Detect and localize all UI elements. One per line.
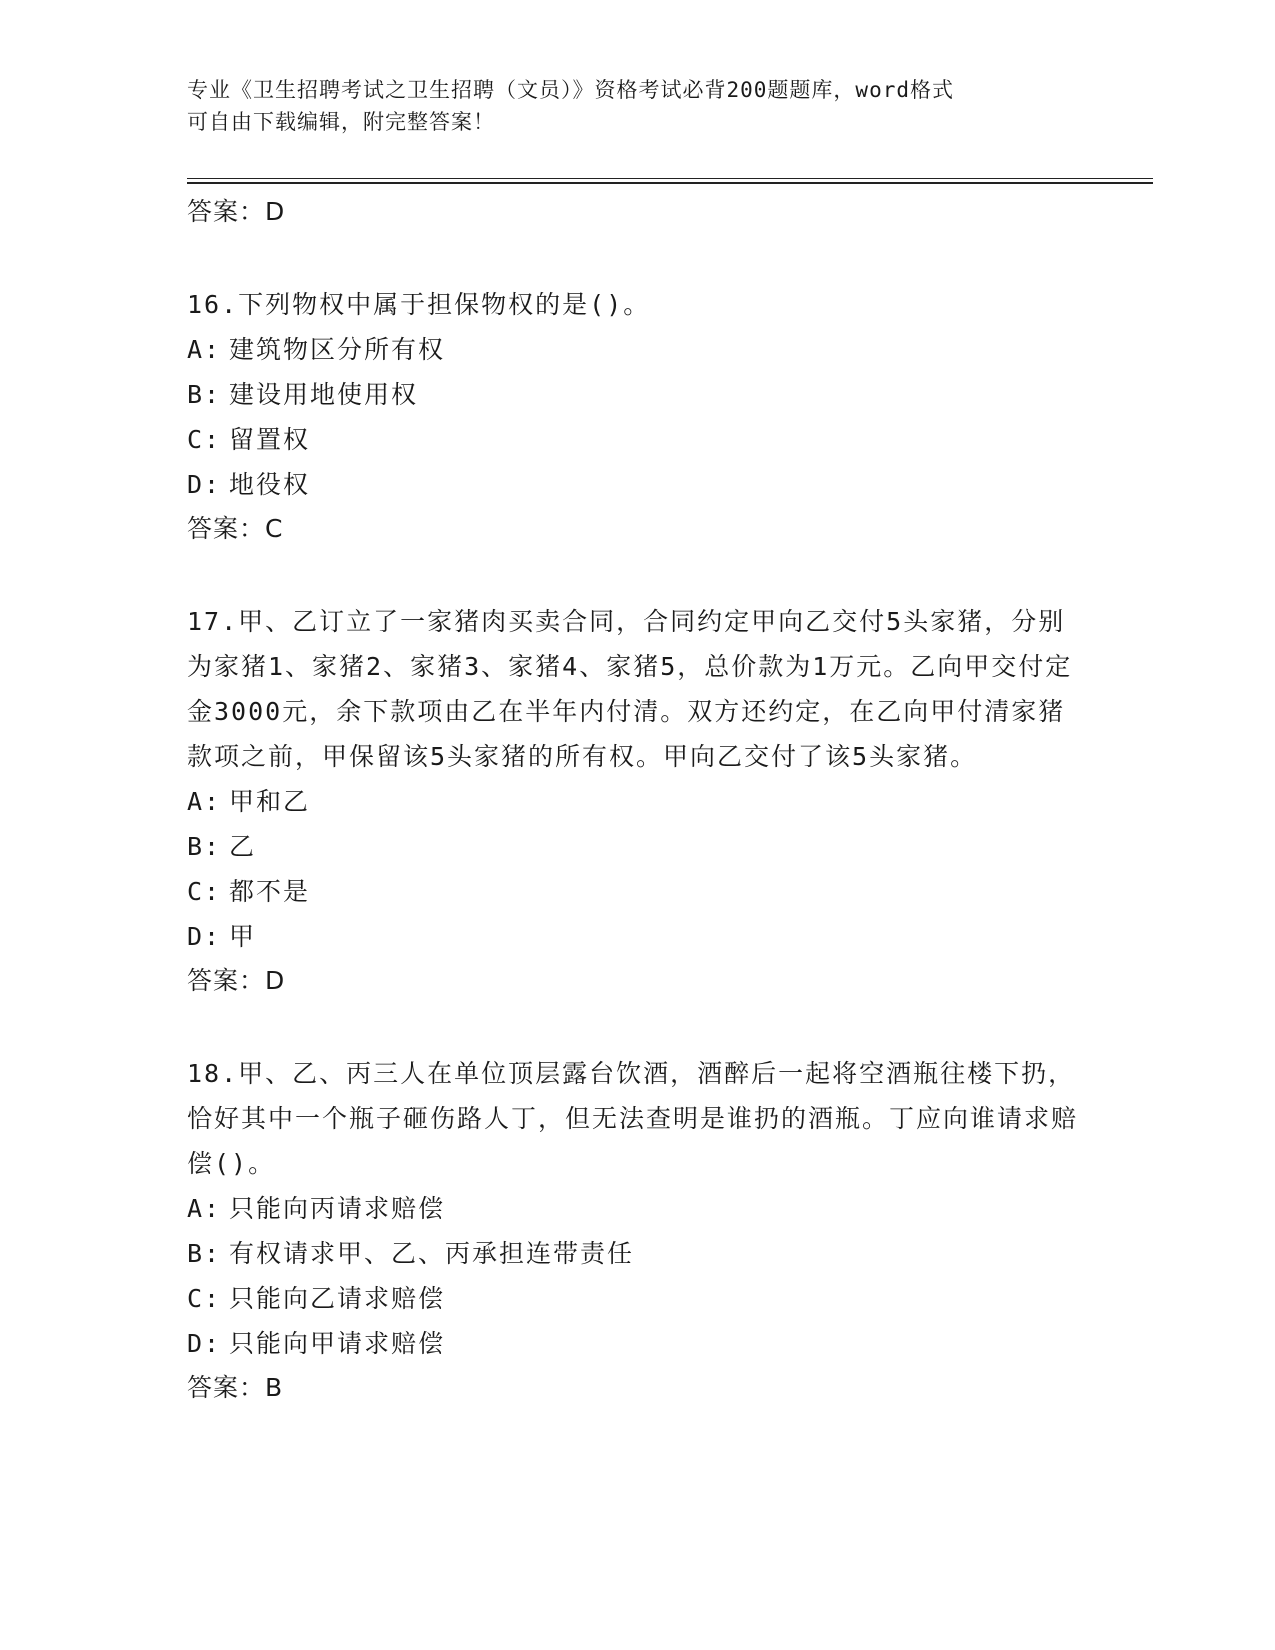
option-text: 地役权 <box>229 470 311 499</box>
option-key: B: <box>187 380 222 409</box>
spacer <box>187 551 1087 599</box>
option-key: D: <box>187 922 222 951</box>
header-divider-thin <box>187 178 1153 179</box>
option-b <box>187 372 1087 417</box>
option-key: A: <box>187 787 222 816</box>
option-b <box>187 1231 1087 1276</box>
option-text: 留置权 <box>229 425 311 454</box>
option-c <box>187 869 1087 914</box>
question-list <box>187 190 1087 1410</box>
option-text: 都不是 <box>229 877 311 906</box>
option-text: 有权请求甲、乙、丙承担连带责任 <box>229 1239 635 1268</box>
option-text: 只能向丙请求赔偿 <box>229 1194 446 1223</box>
answer-line: 答案：C <box>187 514 284 543</box>
question-text: 16.下列物权中属于担保物权的是()。 <box>187 290 651 319</box>
option-text: 建设用地使用权 <box>229 380 419 409</box>
option-d <box>187 1321 1087 1366</box>
page-header <box>187 74 1087 138</box>
option-key: C: <box>187 877 222 906</box>
option-key: B: <box>187 1239 222 1268</box>
option-text: 建筑物区分所有权 <box>229 335 446 364</box>
option-key: D: <box>187 1329 222 1358</box>
option-a <box>187 1186 1087 1231</box>
option-text: 甲和乙 <box>229 787 311 816</box>
option-key: B: <box>187 832 222 861</box>
option-key: C: <box>187 1284 222 1313</box>
question-block <box>187 282 1087 551</box>
option-d <box>187 462 1087 507</box>
option-key: C: <box>187 425 222 454</box>
answer-line: 答案：D <box>187 197 286 226</box>
option-c <box>187 417 1087 462</box>
option-key: A: <box>187 335 222 364</box>
option-text: 只能向甲请求赔偿 <box>229 1329 446 1358</box>
option-d <box>187 914 1087 959</box>
question-text: 18.甲、乙、丙三人在单位顶层露台饮酒，酒醉后一起将空酒瓶往楼下扔，恰好其中一个瓶子砸伤路人丁，但无法查明是谁扔的酒瓶。丁应向谁请求赔偿()。 <box>187 1059 1079 1178</box>
header-title-line-2: 可自由下载编辑，附完整答案！ <box>187 110 495 134</box>
option-c <box>187 1276 1087 1321</box>
question-block <box>187 1051 1087 1410</box>
question-block <box>187 599 1087 1003</box>
option-text: 只能向乙请求赔偿 <box>229 1284 446 1313</box>
option-text: 甲 <box>229 922 257 951</box>
header-title-line-1: 专业《卫生招聘考试之卫生招聘（文员）》资格考试必背200题题库，word格式 <box>187 78 954 102</box>
spacer <box>187 234 1087 282</box>
header-divider-thick <box>187 182 1153 184</box>
spacer <box>187 1003 1087 1051</box>
option-text: 乙 <box>229 832 257 861</box>
option-key: A: <box>187 1194 222 1223</box>
option-b <box>187 824 1087 869</box>
question-text: 17.甲、乙订立了一家猪肉买卖合同，合同约定甲向乙交付5头家猪，分别为家猪1、家猪2、家猪3、家猪4、家猪5，总价款为1万元。乙向甲交付定金3000元，余下款项由乙在半年内付清。双方还约定，在乙向甲付清家猪款项之前，甲保留该5头家猪的所有权。甲向乙交付了该5头家猪。 <box>187 607 1073 771</box>
option-a <box>187 779 1087 824</box>
answer-line: 答案：B <box>187 1373 284 1402</box>
option-a <box>187 327 1087 372</box>
answer-line: 答案：D <box>187 966 286 995</box>
option-key: D: <box>187 470 222 499</box>
